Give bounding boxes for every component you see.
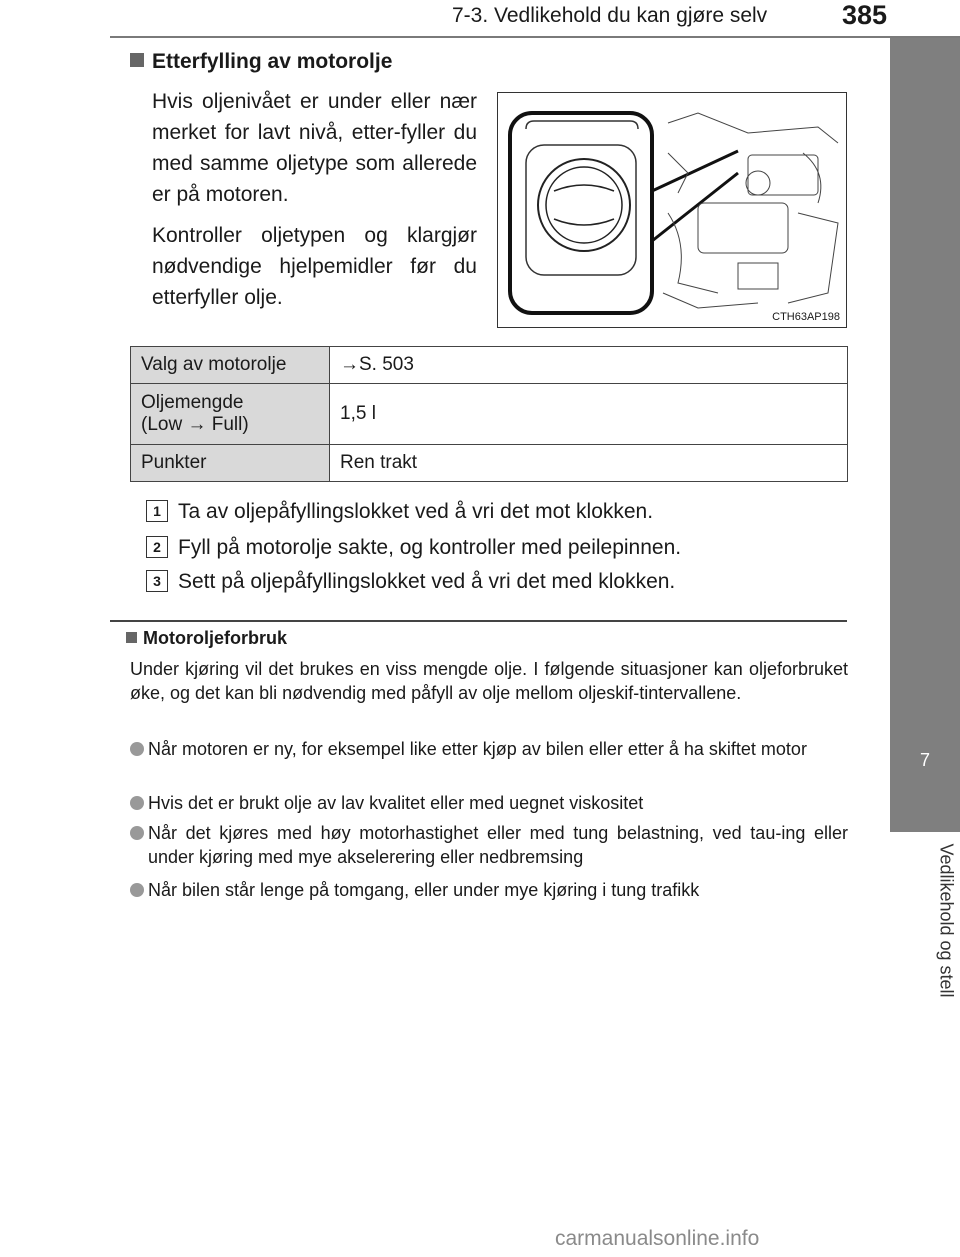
list-item bbox=[130, 737, 848, 761]
step-text: Sett på oljepåfyllingslokket ved å vri det med klokken. bbox=[178, 570, 676, 593]
list-item-text: Hvis det er brukt olje av lav kvalitet eller med uegnet viskositet bbox=[148, 793, 644, 813]
square-bullet-icon bbox=[126, 632, 137, 643]
table-label-line: Oljemengde bbox=[141, 392, 244, 413]
table-value: →S. 503 bbox=[330, 347, 848, 384]
table-label: Valg av motorolje bbox=[131, 347, 330, 384]
engine-drawing bbox=[498, 93, 845, 326]
step-item bbox=[146, 500, 653, 524]
list-item-text: Når det kjøres med høy motorhastighet eller med tung belastning, ved tau-ing eller under kjøring med mye akselerering eller nedbremsing bbox=[148, 823, 848, 867]
chapter-label: Vedlikehold og stell bbox=[936, 843, 957, 998]
intro-text bbox=[152, 86, 477, 323]
section-title-text: Etterfylling av motorolje bbox=[152, 50, 393, 73]
header-rule bbox=[110, 36, 960, 38]
step-number: 1 bbox=[146, 500, 168, 522]
oil-spec-table bbox=[130, 346, 848, 482]
list-item bbox=[130, 878, 848, 902]
section-divider bbox=[110, 620, 847, 622]
list-item-text: Når bilen står lenge på tomgang, eller under mye kjøring i tung trafikk bbox=[148, 880, 700, 900]
note-body: Under kjøring vil det brukes en viss mengde olje. I følgende situasjoner kan oljeforbruket øke, og det kan bli nødvendig med påfyll av olje mellom oljeskif-tintervallene. bbox=[130, 659, 848, 703]
intro-paragraph: Hvis oljenivået er under eller nær merket for lavt nivå, etter-fyller du med samme oljetype som allerede er på motoren. bbox=[152, 90, 477, 206]
step-item bbox=[146, 570, 675, 594]
bullet-icon bbox=[130, 796, 144, 810]
list-item-text: Når motoren er ny, for eksempel like etter kjøp av bilen eller etter å ha skiftet motor bbox=[148, 739, 807, 759]
section-title bbox=[130, 50, 392, 74]
step-number: 3 bbox=[146, 570, 168, 592]
list-item bbox=[130, 791, 848, 815]
bullet-icon bbox=[130, 742, 144, 756]
table-row bbox=[131, 445, 848, 482]
table-label: Punkter bbox=[131, 445, 330, 482]
table-value: Ren trakt bbox=[330, 445, 848, 482]
table-label-line: (Low → Full) bbox=[141, 414, 249, 435]
watermark: carmanualsonline.info bbox=[555, 1227, 760, 1250]
table-row bbox=[131, 347, 848, 384]
page-number: 385 bbox=[842, 0, 888, 30]
chapter-label-container bbox=[916, 830, 957, 1030]
bullet-icon bbox=[130, 826, 144, 840]
chapter-number: 7 bbox=[919, 750, 930, 770]
chapter-tab bbox=[890, 726, 960, 832]
square-bullet-icon bbox=[130, 53, 144, 67]
intro-paragraph: Kontroller oljetypen og klargjør nødvendige hjelpemidler før du etterfyller olje. bbox=[152, 224, 477, 309]
step-number: 2 bbox=[146, 536, 168, 558]
side-strip bbox=[890, 38, 960, 726]
bullet-icon bbox=[130, 883, 144, 897]
engine-illustration bbox=[497, 92, 847, 328]
header-section-title: 7-3. Vedlikehold du kan gjøre selv bbox=[452, 4, 768, 27]
table-label bbox=[131, 384, 330, 445]
step-text: Fyll på motorolje sakte, og kontroller med peilepinnen. bbox=[178, 536, 682, 559]
list-item bbox=[130, 821, 848, 869]
step-text: Ta av oljepåfyllingslokket ved å vri det mot klokken. bbox=[178, 500, 654, 523]
table-value: 1,5 l bbox=[330, 384, 848, 445]
step-item bbox=[146, 536, 681, 560]
figure-code: CTH63AP198 bbox=[772, 311, 840, 323]
note-title-text: Motoroljeforbruk bbox=[143, 628, 287, 648]
table-row bbox=[131, 384, 848, 445]
note-title bbox=[126, 628, 287, 649]
